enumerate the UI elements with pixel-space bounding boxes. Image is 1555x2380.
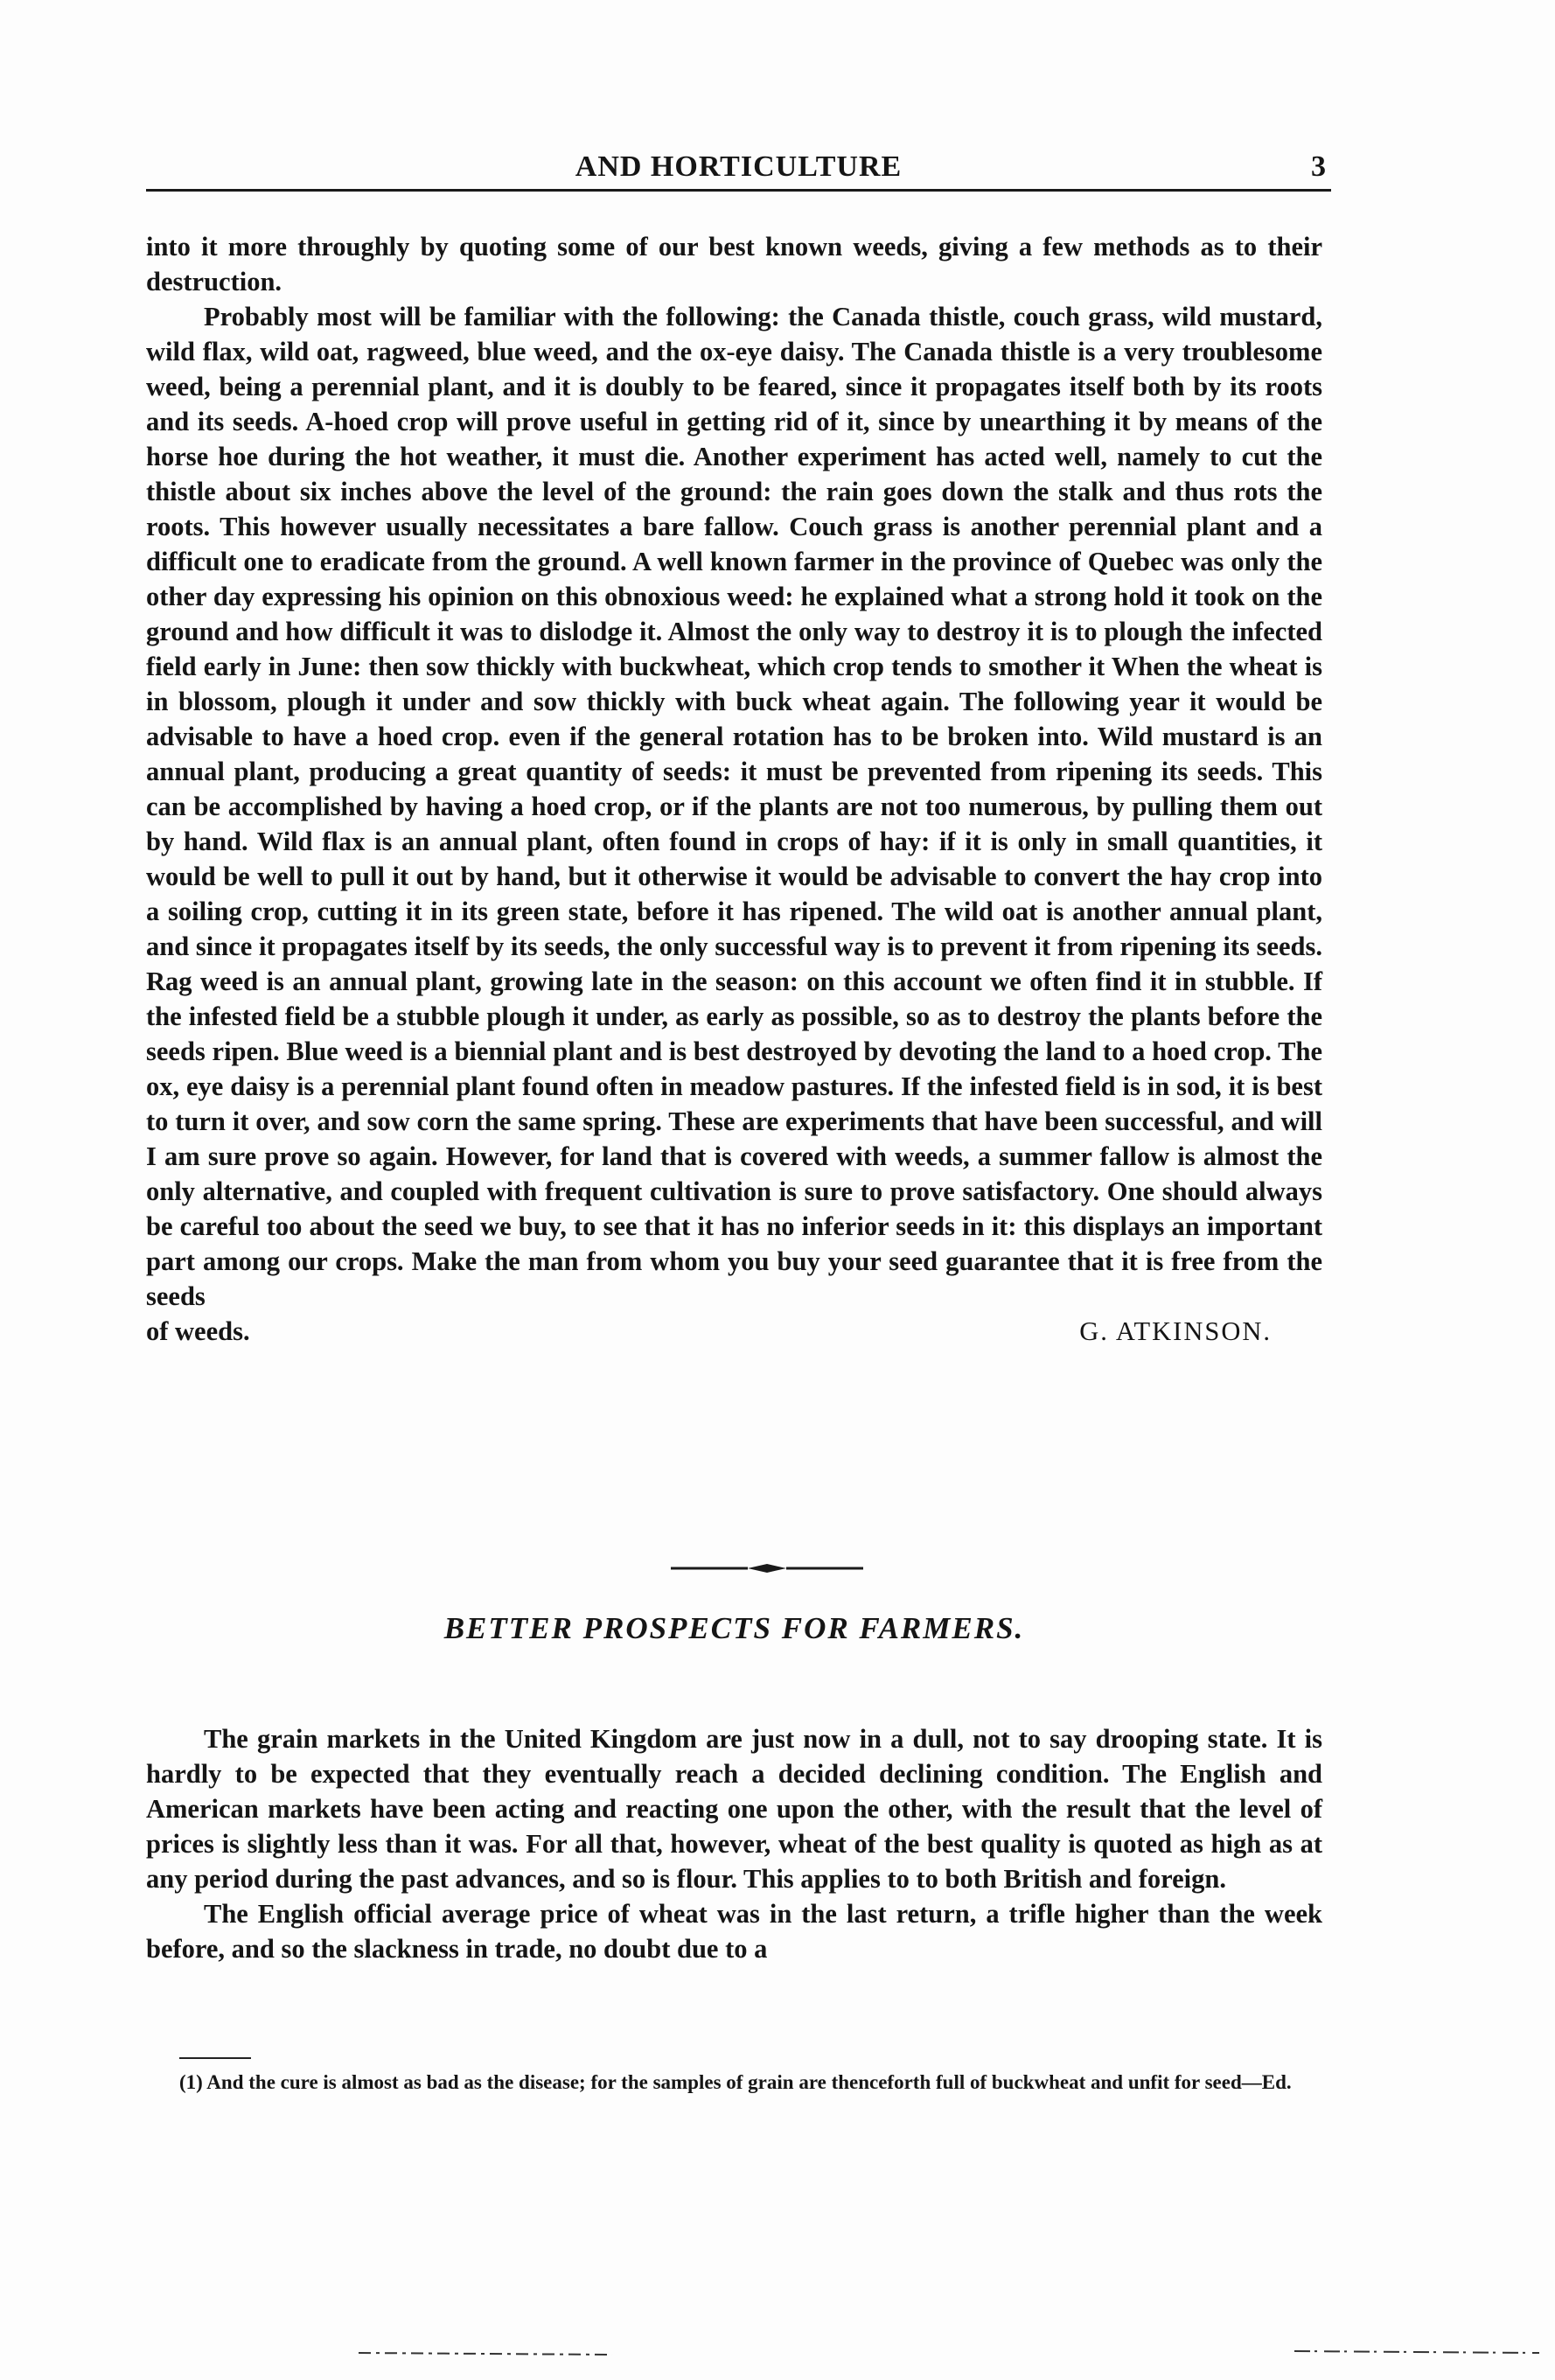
article-signoff [146,1314,1322,1349]
page-header [146,150,1331,192]
section-title: BETTER PROSPECTS FOR FARMERS. [443,1611,1025,1645]
paragraph-wheat-price: The English official average price of wheat was in the last return, a trifle higher than the week before, and so the slackness in trade, no doubt due to a [146,1899,1322,1964]
article-better-prospects [146,1721,1322,1966]
paragraph-grain-markets: The grain markets in the United Kingdom are just now in a dull, not to say drooping state. It is hardly to be expected that they eventually reach a decided declining condition. The English and American markets have been acting and reacting one upon the other, with the result that the level of prices is slightly less than it was. For all that, however, wheat of the best quality is quoted as high as at any period during the past advances, and so is flour. This applies to to both British and foreign. [146,1724,1322,1894]
footnote-divider [179,2057,251,2059]
scan-edge-marks [0,2327,1555,2362]
paragraph-continued: into it more throughly by quoting some of our best known weeds, giving a few methods as to their destruction. [146,232,1322,297]
footnote: (1) And the cure is almost as bad as the disease; for the samples of grain are thenceforth full of buckwheat and unfit for seed—Ed. [179,2071,1292,2093]
running-head: AND HORTICULTURE [575,150,903,183]
paragraph-weeds: Probably most will be familiar with the following: the Canada thistle, couch grass, wild mustard, wild flax, wild oat, ragweed, blue weed, and the ox-eye daisy. The Canada thistle is a very troublesome weed, being a perennial plant, and it is doubly to be feared, since it propagates itself both by its roots and its seeds. A-hoed crop will prove useful in getting rid of it, since by unearthing it by means of the horse hoe during the hot weather, it must die. Another experiment has acted well, namely to cut the thistle about six inches above the level of the ground: the rain goes down the stalk and thus rots the roots. This however usually necessitates a bare fallow. Couch grass is another perennial plant and a difficult one to eradicate from the ground. A well known farmer in the province of Quebec was only the other day expressing his opinion on this obnoxious weed: he explained what a strong hold it took on the ground and how difficult it was to dislodge it. Almost the only way to destroy it is to plough the infected field early in June: then sow thickly with buckwheat, which crop tends to smother it When the wheat is in blossom, plough it under and sow thickly with buck wheat again. The following year it would be advisable to have a hoed crop. even if the general rotation has to be broken into. Wild mustard is an annual plant, producing a great quantity of seeds: it must be prevented from ripening its seeds. This can be accomplished by having a hoed crop, or if the plants are not too numerous, by pulling them out by hand. Wild flax is an annual plant, often found in crops of hay: if it is only in small quantities, it would be well to pull it out by hand, but it otherwise it would be advisable to convert the hay crop into a soiling crop, cutting it in its green state, before it has ripened. The wild oat is another annual plant, and since it propagates itself by its seeds, the only successful way is to prevent it from ripening its seeds. Rag weed is an annual plant, growing late in the season: on this account we often find it in stubble. If the infested field be a stubble plough it under, as early as possible, so as to destroy the plants before the seeds ripen. Blue weed is a biennial plant and is best destroyed by devoting the land to a hoed crop. The ox, eye daisy is a perennial plant found often in meadow pastures. If the infested field is in sod, it is best to turn it over, and sow corn the same spring. These are experiments that have been successful, and will I am sure prove so again. However, for land that is covered with weeds, a summer fallow is almost the only alternative, and coupled with frequent cultivation is sure to prove satisfactory. One should always be careful too about the seed we buy, to see that it has no inferior seeds in it: this displays an important part among our crops. Make the man from whom you buy your seed guarantee that it is free from the seeds [146,302,1322,1311]
page-number: 3 [1311,150,1326,183]
section-divider-ornament [671,1562,863,1574]
closing-words: of weeds. [146,1316,250,1346]
article-weeds [146,229,1322,1349]
author-signature: G. ATKINSON. [1079,1316,1272,1346]
